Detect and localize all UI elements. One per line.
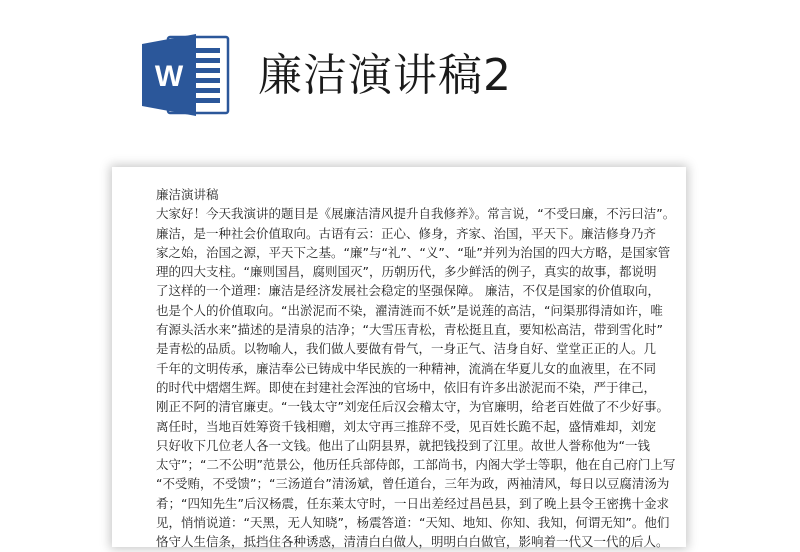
document-heading: 廉洁演讲稿 xyxy=(156,187,219,202)
paragraph-line: 刚正不阿的清官廉吏。“一钱太守”刘宠任后汉会稽太守，为官廉明，给老百姓做了不少好事。 xyxy=(156,399,669,415)
header-banner xyxy=(0,0,800,160)
paragraph-line: “不受贿，不受馈”；“三汤道台”清汤斌，曾任道台，三年为政，两袖清风，每日以豆腐清汤为 xyxy=(156,476,670,492)
paragraph-line: 的时代中熠熠生辉。即使在封建社会浑浊的官场中，依旧有许多出淤泥而不染，严于律己， xyxy=(156,379,657,395)
paragraph-line: 廉洁，是一种社会价值取向。古语有云：正心、修身，齐家、治国，平天下。廉洁修身乃齐 xyxy=(156,225,657,241)
paragraph-line: 大家好！今天我演讲的题目是《展廉洁清风提升自我修养》。常言说，“不受曰廉，不污曰洁”。 xyxy=(156,206,676,222)
paragraph-line: 了这样的一个道理：廉洁是经济发展社会稳定的坚强保障。 廉洁，不仅是国家的价值取向， xyxy=(156,283,660,299)
paragraph-line: 肴；“四知先生”后汉杨震，任东莱太守时，一日出差经过昌邑县，到了晚上县令王密携十金求 xyxy=(156,495,669,511)
document-body xyxy=(156,185,676,552)
paragraph-line: 只好收下几位老人各一文钱。他出了山阴县界，就把钱投到了江里。故世人誉称他为“一钱 xyxy=(156,437,650,453)
paragraph-line: 有源头活水来”描述的是清泉的洁净；“大雪压青松，青松挺且直，要知松高洁，带到雪化时” xyxy=(156,322,663,338)
paragraph-line: 是青松的品质。以物喻人，我们做人要做有骨气，一身正气、洁身自好、堂堂正正的人。几 xyxy=(156,341,657,357)
svg-text:W: W xyxy=(154,60,184,93)
paragraph-line: 见，悄悄说道：“天黑，无人知晓”，杨震答道：“天知、地知、你知、我知，何谓无知”。他们 xyxy=(156,515,670,531)
document-title: 廉洁演讲稿2 xyxy=(258,50,512,101)
paragraph-line: 也是个人的价值取向。“出淤泥而不染，濯清涟而不妖”是说莲的高洁，“问渠那得清如许，唯 xyxy=(156,302,663,318)
paragraph-line: 千年的文明传承，廉洁奉公已铸成中华民族的一种精神，流淌在华夏儿女的血液里，在不同 xyxy=(156,360,657,376)
paragraph-line: 太守”；“二不公明”范景公，他历任兵部侍郎，工部尚书，内阁大学士等职，他在自己府门上写 xyxy=(156,457,676,473)
paragraph-line: 理的四大支柱。“廉则国昌，腐则国灭”，历朝历代，多少鲜活的例子，真实的故事，都说明 xyxy=(156,264,657,280)
paragraph-line: 恪守人生信条，抵挡住各种诱惑，清清白白做人，明明白白做官，影响着一代又一代的后人。 xyxy=(156,534,669,550)
word-document-icon xyxy=(142,34,230,116)
paragraph-line: 家之始，治国之源，平天下之基。“廉”与“礼”、“义”、“耻”并列为治国的四大方略，是国家管 xyxy=(156,244,671,260)
paragraph-line: 离任时，当地百姓筹资千钱相赠，刘太守再三推辞不受，见百姓长跪不起，盛情难却，刘宠 xyxy=(156,418,657,434)
document-page xyxy=(112,167,686,550)
